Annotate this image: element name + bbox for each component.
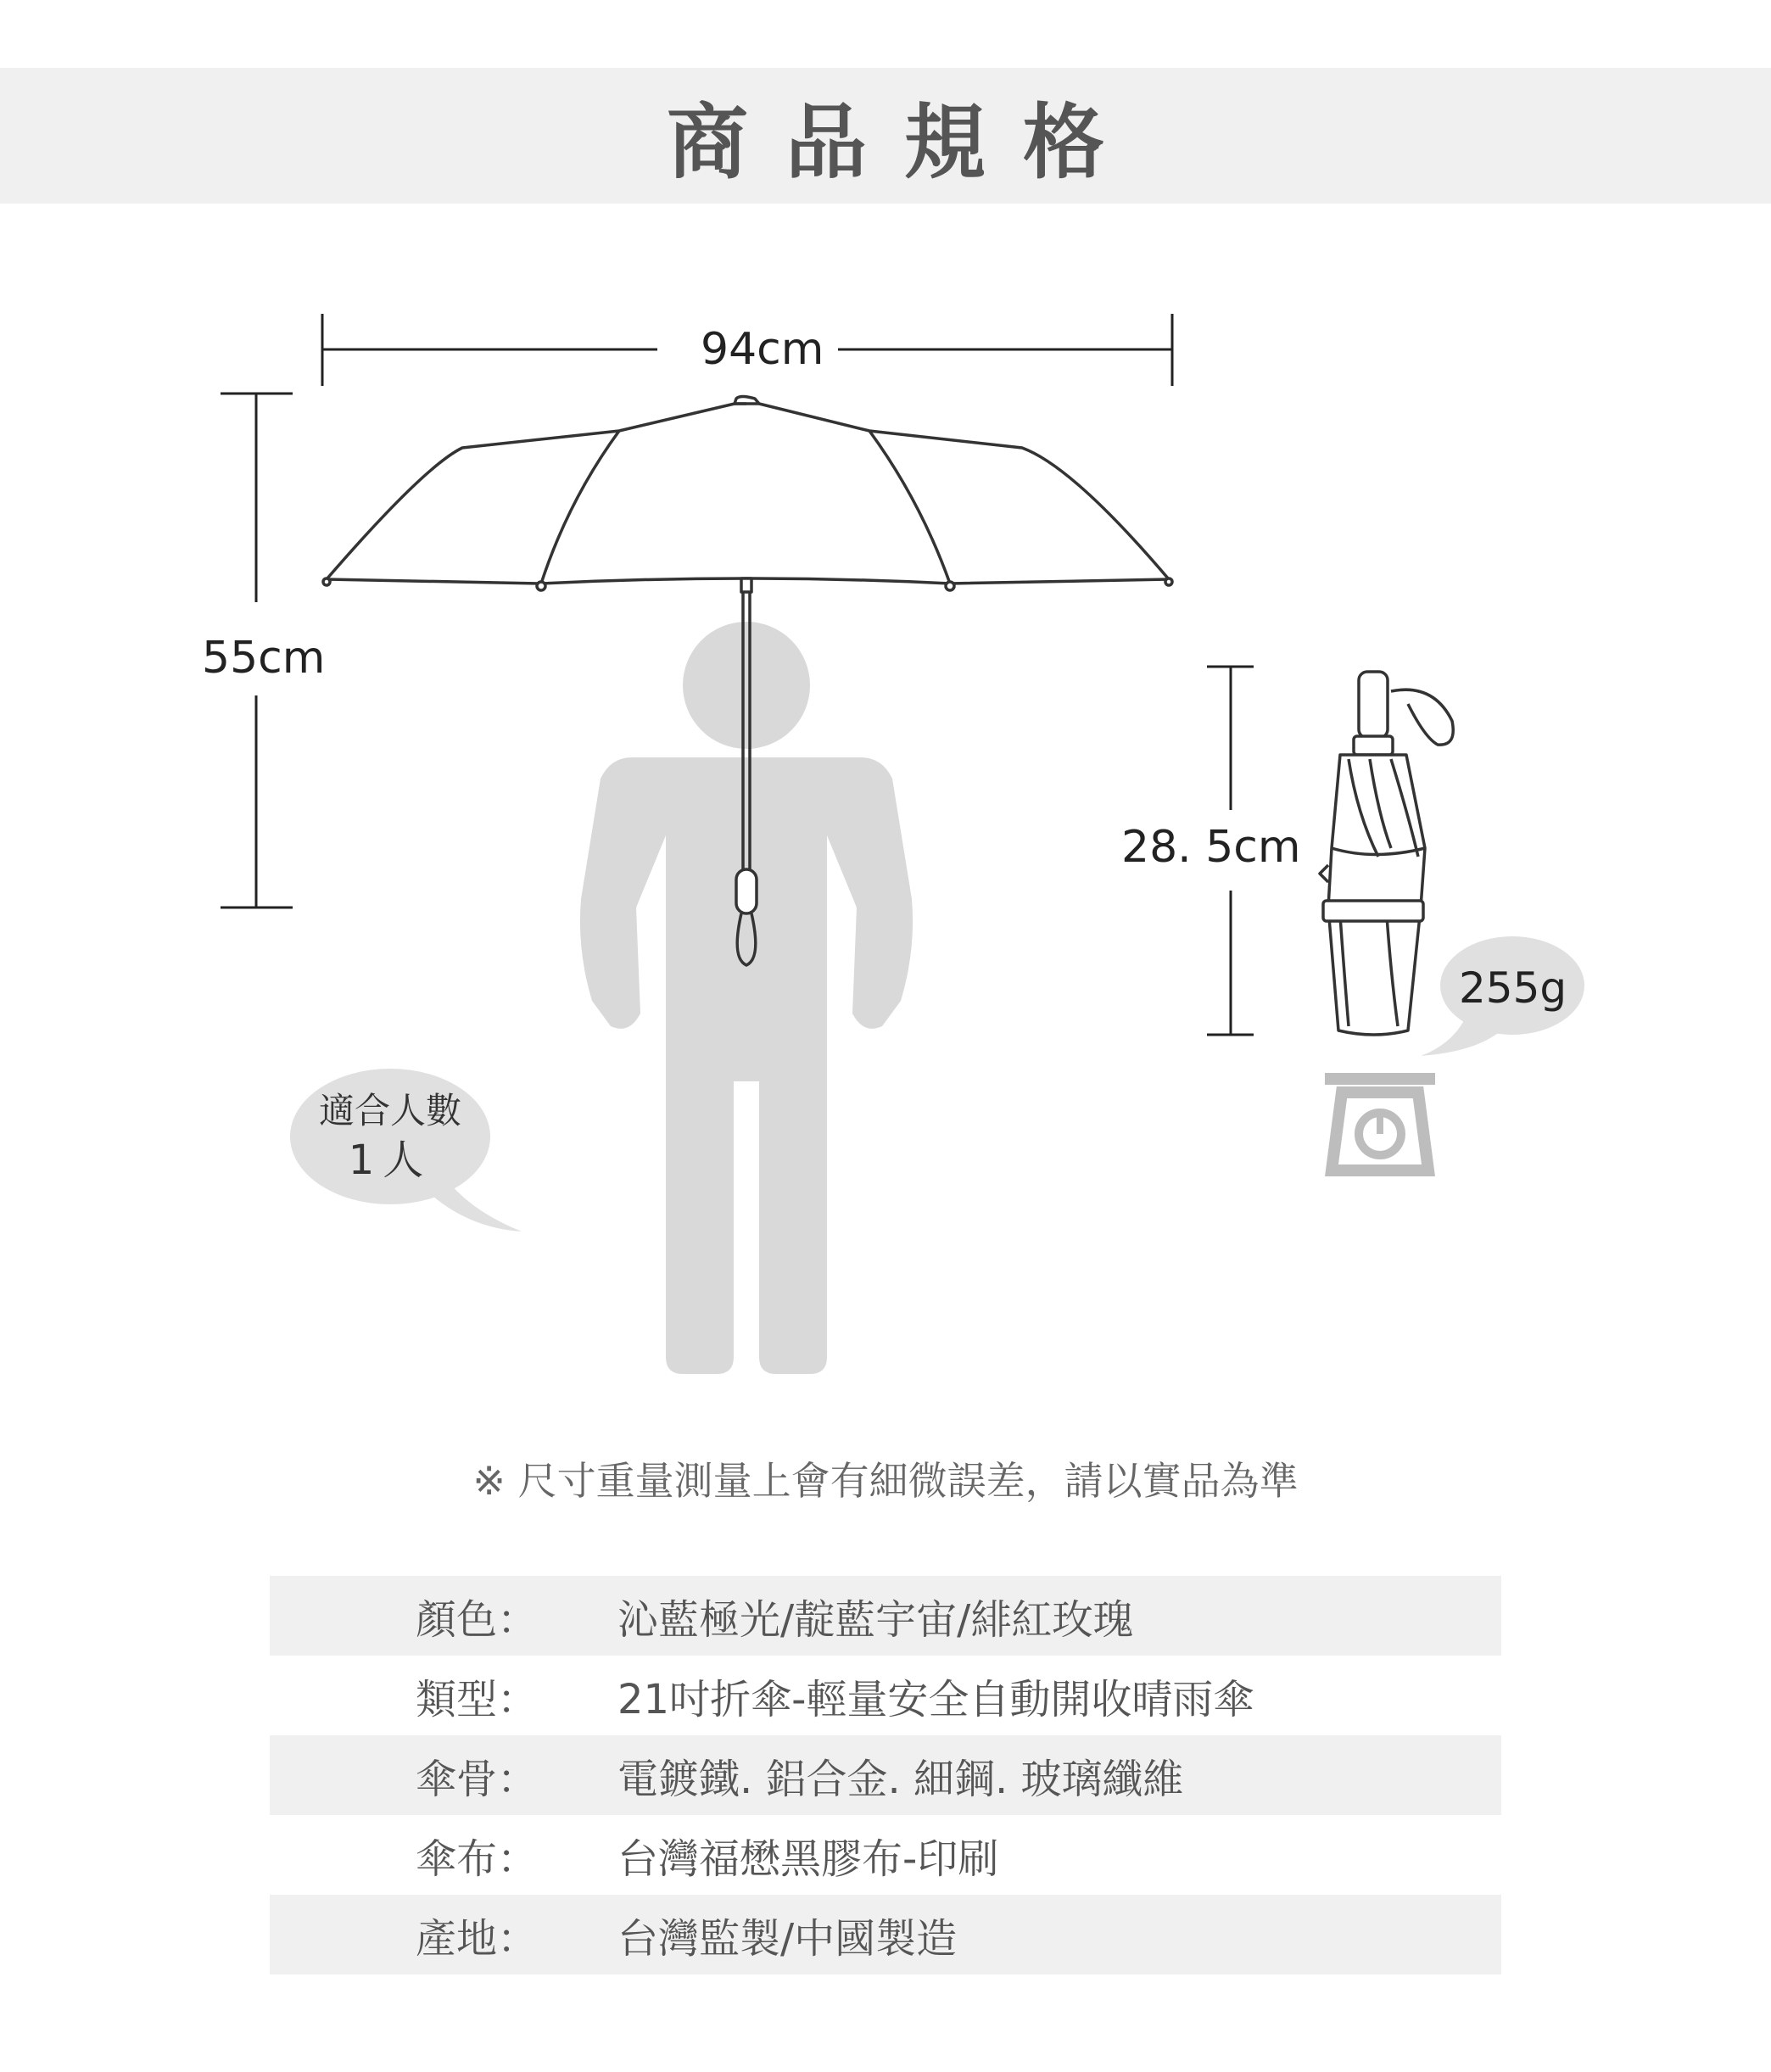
weight-label: 255g	[1459, 963, 1567, 1013]
spec-value: 沁藍極光/靛藍宇宙/緋紅玫瑰	[617, 1595, 1134, 1644]
spec-row-frame	[270, 1735, 1501, 1815]
umbrella-folded-icon	[1320, 672, 1453, 1035]
spec-row-fabric	[270, 1815, 1501, 1895]
spec-value: 21吋折傘-輕量安全自動開收晴雨傘	[617, 1675, 1254, 1723]
spec-value: 台灣監製/中國製造	[617, 1914, 958, 1963]
open-width-label: 94cm	[701, 324, 824, 375]
spec-value: 台灣福懋黑膠布-印刷	[617, 1835, 999, 1883]
title-band	[0, 68, 1771, 204]
spec-label: 傘骨：	[416, 1755, 539, 1803]
spec-value: 電鍍鐵. 鋁合金. 細鋼. 玻璃纖維	[617, 1755, 1184, 1803]
spec-table	[270, 1576, 1501, 1974]
spec-row-color	[270, 1576, 1501, 1656]
spec-label: 傘布：	[416, 1835, 539, 1883]
spec-row-type	[270, 1656, 1501, 1735]
spec-label: 類型：	[416, 1675, 539, 1723]
spec-label: 顏色：	[416, 1595, 539, 1644]
spec-label: 產地：	[416, 1914, 539, 1963]
scale-icon	[1325, 1079, 1435, 1170]
page-title: 商品規格	[667, 94, 1142, 190]
umbrella-diagram	[0, 204, 1771, 1425]
person-silhouette-icon	[580, 622, 913, 1374]
measurement-note: ※ 尺寸重量測量上會有細微誤差，請以實品為準	[472, 1458, 1299, 1504]
open-height-label: 55cm	[202, 633, 326, 684]
capacity-label: 適合人數	[318, 1090, 461, 1131]
folded-length-label: 28. 5cm	[1121, 822, 1301, 873]
capacity-value: 1人	[348, 1137, 433, 1184]
spec-row-origin	[270, 1895, 1501, 1974]
